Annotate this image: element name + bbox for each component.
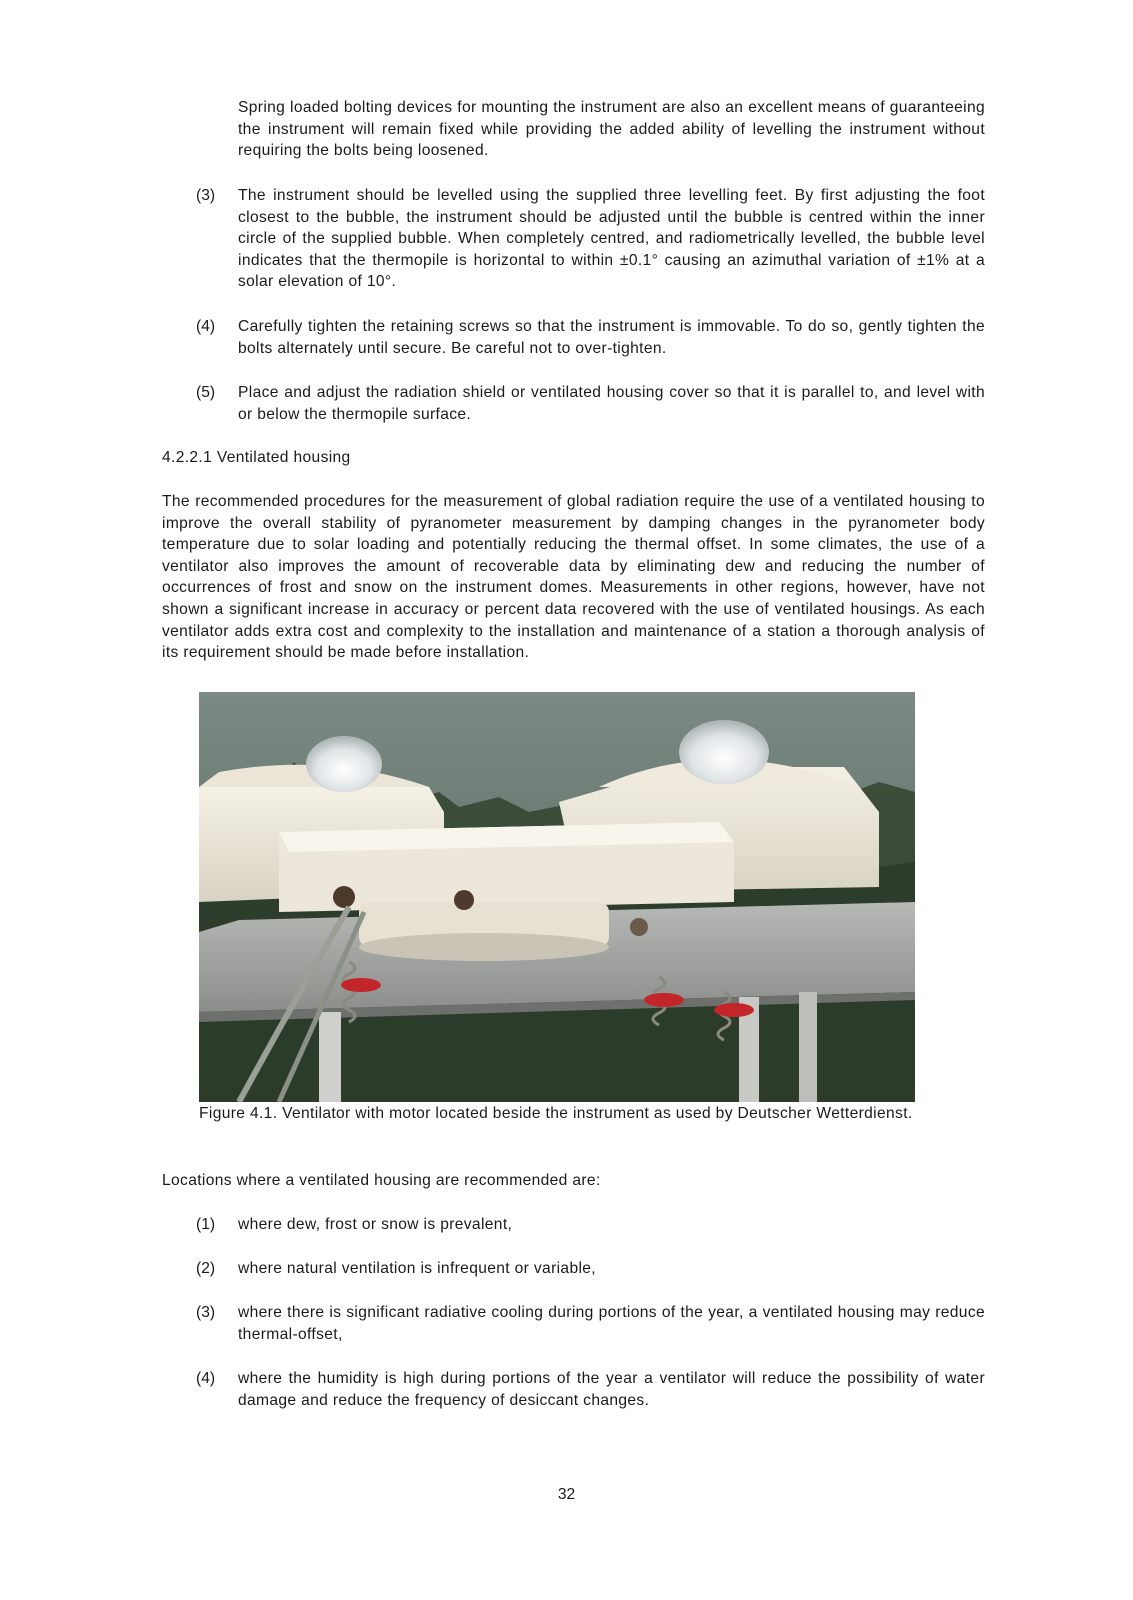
location-text: where the humidity is high during portions of the year a ventilator will reduce the possibility of water damage and reduce the frequency of desiccant changes. (238, 1370, 985, 1409)
figure-caption: Figure 4.1. Ventilator with motor located beside the instrument as used by Deutscher Wetterdienst. (199, 1105, 913, 1122)
step-number: (3) (196, 187, 216, 204)
location-item-3 (196, 1302, 985, 1345)
ventilator-photo (199, 692, 915, 1102)
page-number: 32 (557, 1486, 576, 1503)
step-item-4 (196, 316, 985, 359)
step-text: Place and adjust the radiation shield or ventilated housing cover so that it is parallel to, and level with or below the thermopile surface. (238, 384, 985, 423)
step-item-3 (196, 185, 985, 293)
location-text: where dew, frost or snow is prevalent, (238, 1216, 513, 1233)
location-text: where natural ventilation is infrequent or variable, (238, 1260, 596, 1277)
step-item-5 (196, 382, 985, 425)
step-text: The instrument should be levelled using the supplied three levelling feet. By first adjusting the foot closest to the bubble, the instrument should be adjusted until the bubble is centred within the inner circle of the supplied bubble. When completely centred, and radiometrically levelled, the bubble level indicates that the thermopile is horizontal to within ±0.1° causing an azimuthal variation of ±1% at a solar elevation of 10°. (238, 187, 985, 291)
section-heading: 4.2.2.1 Ventilated housing (162, 449, 351, 466)
step-number: (5) (196, 384, 216, 401)
location-number: (1) (196, 1216, 216, 1233)
step-number: (4) (196, 318, 216, 335)
ventilated-housing-paragraph: The recommended procedures for the measurement of global radiation require the use of a ventilated housing to improve the overall stability of pyranometer measurement by damping changes in the pyranometer body temperature due to solar loading and potentially reducing the thermal offset. In some climates, the use of a ventilator also improves the amount of recoverable data by eliminating dew and reducing the number of occurrences of frost and snow on the instrument domes. Measurements in other regions, however, have not shown a significant increase in accuracy or percent data recovered with the use of ventilated housings. As each ventilator adds extra cost and complexity to the installation and maintenance of a station a thorough analysis of its requirement should be made before installation. (162, 493, 985, 662)
step-text: Carefully tighten the retaining screws so that the instrument is immovable. To do so, gently tighten the bolts alternately until secure. Be careful not to over-tighten. (238, 318, 985, 357)
intro-paragraph: Spring loaded bolting devices for mounting the instrument are also an excellent means of guaranteeing the instrument will remain fixed while providing the added ability of levelling the instrument without requiring the bolts being loosened. (238, 99, 985, 160)
location-item-2 (196, 1258, 985, 1280)
location-item-1 (196, 1214, 985, 1236)
locations-intro: Locations where a ventilated housing are recommended are: (162, 1172, 601, 1189)
location-text: where there is significant radiative cooling during portions of the year, a ventilated housing may reduce thermal-offset, (238, 1304, 985, 1343)
location-item-4 (196, 1368, 985, 1411)
location-number: (4) (196, 1370, 216, 1387)
location-number: (3) (196, 1304, 216, 1321)
location-number: (2) (196, 1260, 216, 1277)
